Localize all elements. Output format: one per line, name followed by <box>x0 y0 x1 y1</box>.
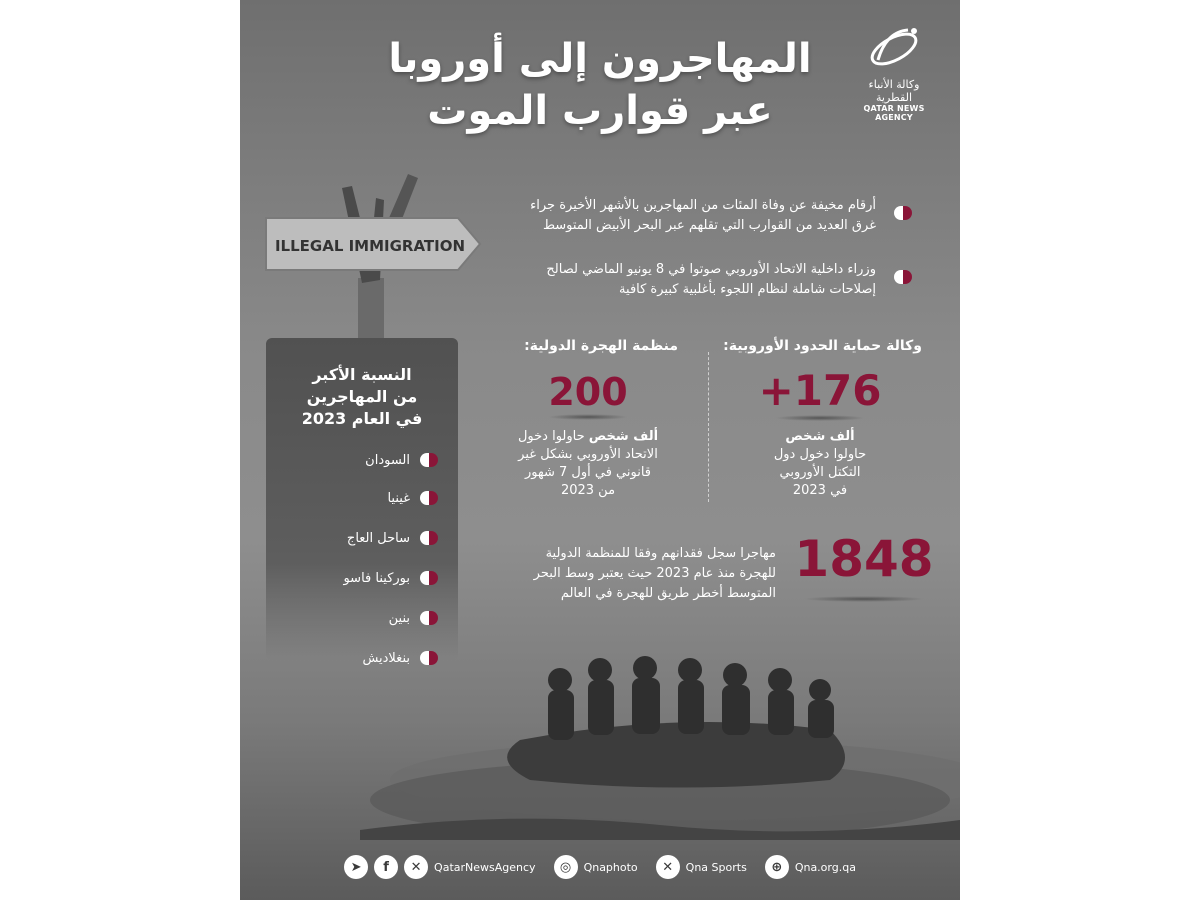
sign-text: ILLEGAL IMMIGRATION <box>274 237 466 255</box>
top-origin-countries-panel <box>266 338 458 666</box>
footer-handle[interactable]: QatarNewsAgency <box>434 860 536 874</box>
title-line-1: المهاجرون إلى أوروبا <box>388 36 812 82</box>
missing-line-1: مهاجرا سجل فقدانهم وفقا للمنظمة الدولية <box>545 546 776 561</box>
infographic-poster <box>240 0 960 900</box>
country-bullet <box>420 453 438 467</box>
iom-line-3: من 2023 <box>560 483 616 498</box>
country-item <box>246 528 438 548</box>
iom-number: 200 <box>548 370 628 414</box>
lead-bullet-1 <box>496 196 876 236</box>
footer-social-group <box>344 855 536 879</box>
frontex-number: +176 <box>758 366 882 415</box>
globe-icon[interactable]: ⊕ <box>765 855 789 879</box>
iom-number-shadow <box>548 414 628 420</box>
lead-bullet-2-line-2: إصلاحات شاملة لنظام اللجوء بأغلبية كبيرة كافية <box>619 282 876 297</box>
side-title-line-2: من المهاجرين <box>306 387 418 406</box>
country-item <box>246 568 438 588</box>
footer-sports-group <box>656 855 747 879</box>
side-panel-title <box>266 364 458 430</box>
country-label: غينيا <box>387 490 410 506</box>
iom-line-first <box>502 428 674 446</box>
x-icon[interactable]: ✕ <box>404 855 428 879</box>
country-label: بوركينا فاسو <box>343 570 410 586</box>
footer-website[interactable]: Qna.org.qa <box>794 860 856 874</box>
country-bullet <box>420 491 438 505</box>
logo-arabic-name: وكالة الأنباء القطرية <box>868 78 920 104</box>
country-item <box>246 488 438 508</box>
instagram-icon[interactable]: ◎ <box>554 855 578 879</box>
country-item <box>246 608 438 628</box>
facebook-icon[interactable]: f <box>374 855 398 879</box>
illegal-immigration-signpost <box>258 168 488 348</box>
country-label: السودان <box>365 452 410 468</box>
qna-logo <box>852 22 936 122</box>
iom-heading: منظمة الهجرة الدولية: <box>524 338 678 354</box>
side-title-line-1: النسبة الأكبر <box>312 365 412 384</box>
country-label: بنغلاديش <box>362 650 410 666</box>
footer-photo-handle[interactable]: Qnaphoto <box>583 860 638 874</box>
footer-website-group <box>765 855 856 879</box>
frontex-number-shadow <box>775 415 865 421</box>
country-item <box>246 450 438 470</box>
telegram-icon[interactable]: ➤ <box>344 855 368 879</box>
title-line-2: عبر قوارب الموت <box>427 88 773 134</box>
iom-first-rest: حاولوا دخول <box>517 429 589 444</box>
iom-line-2: قانوني في أول 7 شهور <box>524 465 652 480</box>
footer-sports-handle[interactable]: Qna Sports <box>685 860 747 874</box>
lead-bullet-1-line-2: غرق العديد من القوارب التي تقلهم عبر البحر الأبيض المتوسط <box>542 218 876 233</box>
country-bullet <box>420 611 438 625</box>
logo-english-name: QATAR NEWS AGENCY <box>863 104 925 122</box>
x-sports-icon[interactable]: ✕ <box>656 855 680 879</box>
bullet-dot-2 <box>894 270 912 284</box>
lead-bullet-2 <box>496 260 876 300</box>
missing-text <box>476 544 776 604</box>
iom-line-1: الاتحاد الأوروبي بشكل غير <box>518 447 658 462</box>
missing-line-3: المتوسط أخطر طريق للهجرة في العالم <box>560 586 776 601</box>
country-bullet <box>420 571 438 585</box>
missing-line-2: للهجرة منذ عام 2023 حيث يعتبر وسط البحر <box>533 566 776 581</box>
frontex-bold: ألف شخص <box>785 429 855 444</box>
stats-divider <box>708 352 709 502</box>
country-label: ساحل العاج <box>346 530 410 546</box>
missing-number: 1848 <box>794 530 934 588</box>
lead-bullet-1-line-1: أرقام مخيفة عن وفاة المئات من المهاجرين بالأشهر الأخيرة جراء <box>530 198 876 213</box>
footer-instagram-group <box>554 855 638 879</box>
social-footer <box>240 848 960 886</box>
frontex-line-2: التكتل الأوروبي <box>779 465 861 480</box>
frontex-heading: وكالة حماية الحدود الأوروبية: <box>723 338 922 354</box>
country-label: بنين <box>388 610 410 626</box>
frontex-text <box>740 428 900 500</box>
iom-bold: ألف شخص <box>588 429 659 444</box>
migrant-boat-illustration <box>360 630 960 840</box>
iom-text <box>502 428 674 500</box>
missing-number-shadow <box>804 596 924 602</box>
bullet-dot-1 <box>894 206 912 220</box>
side-title-line-3: في العام 2023 <box>301 409 423 428</box>
qna-logo-icon <box>864 22 924 72</box>
frontex-line-1: حاولوا دخول دول <box>773 447 867 462</box>
lead-bullet-2-line-1: وزراء داخلية الاتحاد الأوروبي صوتوا في 8 يونيو الماضي لصالح <box>546 262 876 277</box>
country-bullet <box>420 531 438 545</box>
frontex-line-3: في 2023 <box>792 483 848 498</box>
